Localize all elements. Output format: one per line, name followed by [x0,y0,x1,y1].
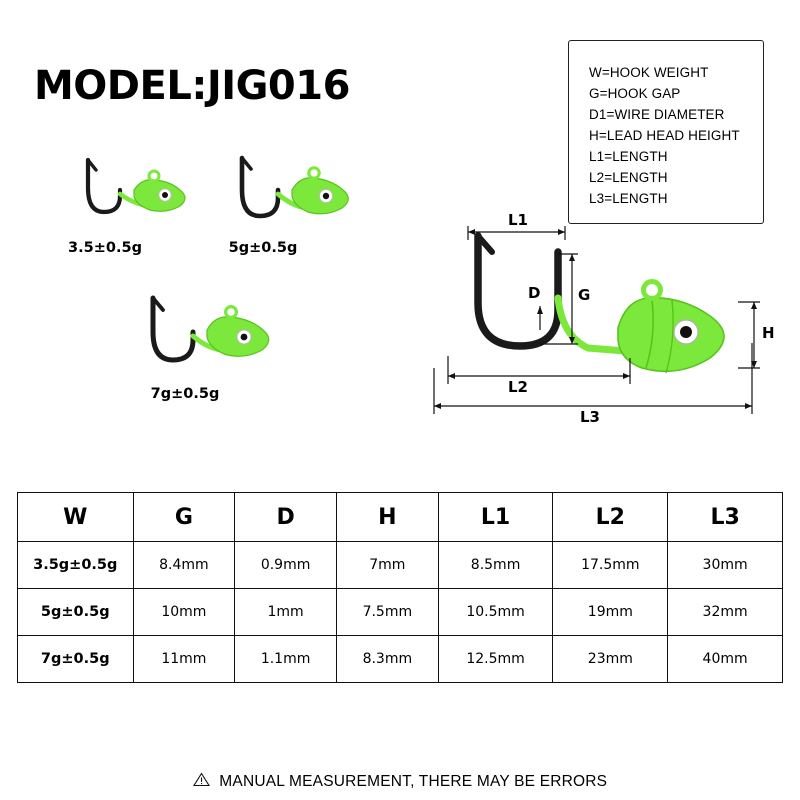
footnote [0,772,800,792]
table-cell: 7g±0.5g [18,636,134,683]
jig-sample-7g-caption: 7g±0.5g [150,386,220,402]
table-cell: 3.5g±0.5g [18,542,134,589]
table-cell: 30mm [668,542,783,589]
jig-sample-3-5g [30,150,200,255]
table-header-l2: L2 [553,493,668,542]
legend-line-g: G=HOOK GAP [589,86,681,101]
legend-box [568,40,764,224]
legend-line-h: H=LEAD HEAD HEIGHT [589,128,740,143]
main-jig-diagram [420,211,780,443]
dimension-label-h: H [762,324,775,342]
dimension-label-l1: L1 [508,211,528,229]
table-cell: 8.4mm [133,542,235,589]
table-header-l3: L3 [668,493,783,542]
spec-table [17,492,783,683]
jig-sample-5g [190,150,360,255]
jig-sample-7g [105,290,285,402]
table-cell: 0.9mm [235,542,337,589]
legend-line-l3: L3=LENGTH [589,191,668,206]
table-cell: 17.5mm [553,542,668,589]
jig-sample-3-5g-caption: 3.5±0.5g [68,240,142,256]
jig-illustration-icon [105,290,285,390]
legend-line-l1: L1=LENGTH [589,149,668,164]
jig-sample-5g-caption: 5g±0.5g [228,240,298,256]
table-cell: 7.5mm [336,589,438,636]
dimension-label-l3: L3 [580,408,600,426]
table-header-d: D [235,493,337,542]
table-header-g: G [133,493,235,542]
table-cell: 1.1mm [235,636,337,683]
table-header-row [18,493,783,542]
table-header-l1: L1 [438,493,553,542]
table-row [18,589,783,636]
jig-illustration-icon [190,150,360,250]
table-cell: 10mm [133,589,235,636]
table-cell: 5g±0.5g [18,589,134,636]
dimension-label-d: D [528,284,541,302]
footnote-text: MANUAL MEASUREMENT, THERE MAY BE ERRORS [219,773,608,790]
warning-triangle-icon [193,772,210,792]
jig-dimension-illustration-icon [420,218,780,443]
legend-line-w: W=HOOK WEIGHT [589,65,709,80]
page-title: MODEL:JIG016 [34,63,350,109]
dimension-label-g: G [578,286,591,304]
table-cell: 11mm [133,636,235,683]
table-row [18,542,783,589]
table-cell: 40mm [668,636,783,683]
dimension-label-l2: L2 [508,378,528,396]
jig-illustration-icon [30,150,200,250]
table-cell: 8.3mm [336,636,438,683]
table-header-w: W [18,493,134,542]
table-cell: 7mm [336,542,438,589]
table-cell: 23mm [553,636,668,683]
table-header-h: H [336,493,438,542]
table-cell: 19mm [553,589,668,636]
table-row [18,636,783,683]
legend-line-l2: L2=LENGTH [589,170,668,185]
table-cell: 8.5mm [438,542,553,589]
table-cell: 10.5mm [438,589,553,636]
table-cell: 32mm [668,589,783,636]
table-cell: 12.5mm [438,636,553,683]
table-cell: 1mm [235,589,337,636]
legend-line-d1: D1=WIRE DIAMETER [589,107,725,122]
